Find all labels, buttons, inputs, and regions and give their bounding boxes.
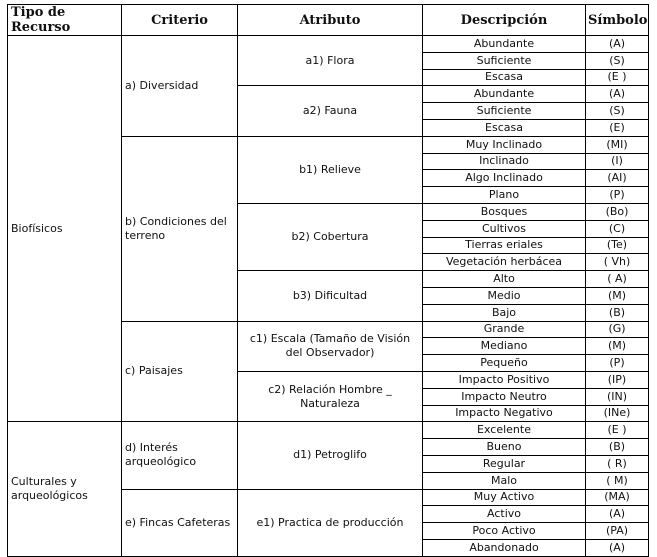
- description-cell: Inclinado: [423, 153, 586, 170]
- symbol-cell: (P): [586, 187, 649, 204]
- symbol-cell: (MI): [586, 136, 649, 153]
- symbol-cell: (B): [586, 304, 649, 321]
- symbol-cell: (M): [586, 338, 649, 355]
- table-row: [8, 36, 649, 53]
- symbol-cell: (G): [586, 321, 649, 338]
- description-cell: Impacto Neutro: [423, 388, 586, 405]
- header-description: Descripción: [423, 5, 586, 36]
- symbol-cell: (IN): [586, 388, 649, 405]
- symbol-cell: (A): [586, 506, 649, 523]
- description-cell: Tierras eriales: [423, 237, 586, 254]
- criterion-coffee-farms: e) Fincas Cafeteras: [122, 489, 238, 556]
- description-cell: Bajo: [423, 304, 586, 321]
- description-cell: Excelente: [423, 422, 586, 439]
- symbol-cell: ( A): [586, 271, 649, 288]
- symbol-cell: (A): [586, 86, 649, 103]
- description-cell: Malo: [423, 472, 586, 489]
- symbol-cell: (INe): [586, 405, 649, 422]
- symbol-cell: (A): [586, 539, 649, 556]
- attribute-flora: a1) Flora: [238, 36, 423, 86]
- description-cell: Regular: [423, 455, 586, 472]
- description-cell: Impacto Positivo: [423, 371, 586, 388]
- symbol-cell: (M): [586, 287, 649, 304]
- criterion-archaeological-interest: d) Interés arqueológico: [122, 422, 238, 489]
- symbol-cell: (A): [586, 36, 649, 53]
- header-criterion: Criterio: [122, 5, 238, 36]
- attribute-petroglyph: d1) Petroglifo: [238, 422, 423, 489]
- description-cell: Algo Inclinado: [423, 170, 586, 187]
- description-cell: Abundante: [423, 86, 586, 103]
- criterion-diversity: a) Diversidad: [122, 36, 238, 137]
- resource-type-biophysical: Biofísicos: [8, 36, 122, 422]
- description-cell: Escasa: [423, 119, 586, 136]
- resource-classification-table: [7, 4, 649, 557]
- description-cell: Bosques: [423, 203, 586, 220]
- description-cell: Alto: [423, 271, 586, 288]
- symbol-cell: (C): [586, 220, 649, 237]
- symbol-cell: (S): [586, 103, 649, 120]
- symbol-cell: (MA): [586, 489, 649, 506]
- header-row: [8, 5, 649, 36]
- symbol-cell: (Bo): [586, 203, 649, 220]
- symbol-cell: ( Vh): [586, 254, 649, 271]
- description-cell: Cultivos: [423, 220, 586, 237]
- description-cell: Medio: [423, 287, 586, 304]
- description-cell: Bueno: [423, 439, 586, 456]
- header-symbol: Símbolo: [586, 5, 649, 36]
- description-cell: Abundante: [423, 36, 586, 53]
- symbol-cell: (AI): [586, 170, 649, 187]
- description-cell: Suficiente: [423, 52, 586, 69]
- symbol-cell: (E): [586, 119, 649, 136]
- description-cell: Muy Inclinado: [423, 136, 586, 153]
- header-attribute: Atributo: [238, 5, 423, 36]
- attribute-fauna: a2) Fauna: [238, 86, 423, 136]
- symbol-cell: (I): [586, 153, 649, 170]
- description-cell: Muy Activo: [423, 489, 586, 506]
- description-cell: Impacto Negativo: [423, 405, 586, 422]
- table-row: [8, 422, 649, 439]
- symbol-cell: ( M): [586, 472, 649, 489]
- attribute-production-practice: e1) Practica de producción: [238, 489, 423, 556]
- criterion-landscapes: c) Paisajes: [122, 321, 238, 422]
- attribute-difficulty: b3) Dificultad: [238, 271, 423, 321]
- symbol-cell: (P): [586, 355, 649, 372]
- symbol-cell: (S): [586, 52, 649, 69]
- description-cell: Abandonado: [423, 539, 586, 556]
- attribute-coverage: b2) Cobertura: [238, 203, 423, 270]
- description-cell: Poco Activo: [423, 523, 586, 540]
- description-cell: Escasa: [423, 69, 586, 86]
- resource-table-container: [7, 4, 649, 557]
- symbol-cell: (IP): [586, 371, 649, 388]
- criterion-terrain-conditions: b) Condiciones del terreno: [122, 136, 238, 321]
- resource-type-cultural: Culturales y arqueológicos: [8, 422, 122, 556]
- description-cell: Vegetación herbácea: [423, 254, 586, 271]
- description-cell: Plano: [423, 187, 586, 204]
- attribute-scale: c1) Escala (Tamaño de Visión del Observador): [238, 321, 423, 371]
- attribute-relief: b1) Relieve: [238, 136, 423, 203]
- description-cell: Mediano: [423, 338, 586, 355]
- description-cell: Suficiente: [423, 103, 586, 120]
- symbol-cell: (Te): [586, 237, 649, 254]
- description-cell: Pequeño: [423, 355, 586, 372]
- symbol-cell: (B): [586, 439, 649, 456]
- header-resource-type: Tipo de Recurso: [8, 5, 122, 36]
- symbol-cell: (PA): [586, 523, 649, 540]
- attribute-man-nature-relation: c2) Relación Hombre _ Naturaleza: [238, 371, 423, 421]
- description-cell: Grande: [423, 321, 586, 338]
- symbol-cell: (E ): [586, 69, 649, 86]
- description-cell: Activo: [423, 506, 586, 523]
- symbol-cell: (E ): [586, 422, 649, 439]
- symbol-cell: ( R): [586, 455, 649, 472]
